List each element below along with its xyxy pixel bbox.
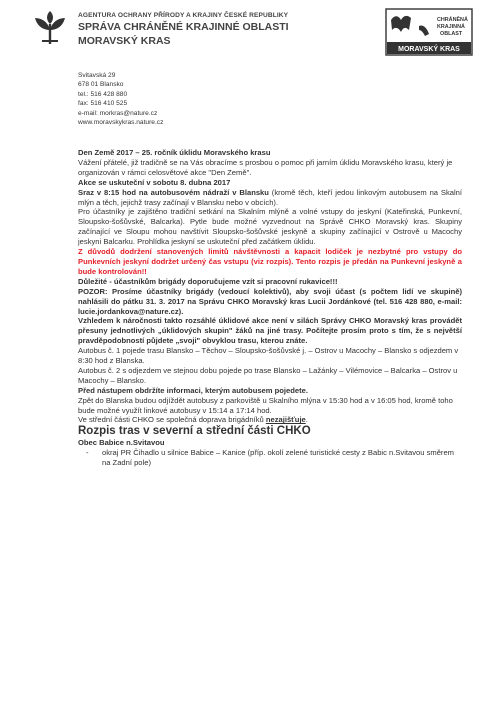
svg-text:OBLAST: OBLAST [440, 31, 463, 37]
email[interactable]: e-mail: morkras@nature.cz [78, 109, 158, 117]
letterhead [78, 12, 338, 47]
letter-title: Den Země 2017 – 25. ročník úklidu Moravského krasu [78, 148, 271, 157]
transport-notice: Ve střední části CHKO se společná doprava brigádníků nezajišťuje. [78, 415, 308, 425]
intro-paragraph: Vážení přátelé, již tradičně se na Vás obracíme s prosbou o pomoc při jarním úklidu Moravského krasu, který je organizován v rámci celosvětové akce "Den Země". [78, 157, 453, 177]
organization-name-line1: SPRÁVA CHRÁNĚNÉ KRAJINNÉ OBLASTI [78, 21, 289, 33]
svg-text:CHRÁNĚNÁ: CHRÁNĚNÁ [437, 17, 468, 23]
groups-notice: Vzhledem k náročnosti takto rozsáhlé úklidové akce není v silách Správy CHKO Moravský kras provádět přesuny jednotlivých „úklidových skupin" žáků na jiné trasy. Počítejte prosím proto s tím, že s největší pravděpodobností půjdete „svoji" obvyklou trasu, kterou znáte. [78, 316, 462, 346]
return-info: Zpět do Blanska budou odjíždět autobusy z parkoviště u Skalního mlýna v 15:30 hod a v 16:05 hod, kromě toho bude možné využít linkové autobusy v 15:14 a 17:14 hod. [78, 395, 453, 415]
registration-notice: POZOR: Prosíme účastníky brigády (vedoucí kolektivů), aby svoji účast (s počtem lidí ve skupině) nahlásili do pátku 31. 3. 2017 na Správu CHKO Moravský kras Lucii Jordánkové (tel. 516 428 880, e-mail: lucie.jordankova@nature.cz). [78, 286, 462, 316]
contact-block [78, 71, 163, 127]
svg-text:MORAVSKÝ KRAS: MORAVSKÝ KRAS [398, 46, 460, 53]
list-item-text: okraj PR Čihadlo u silnice Babice – Kanice (příp. okolí zelené turistické cesty z Babic n.Svitavou směrem na Zadní pole) [102, 448, 455, 468]
letter-body [78, 148, 462, 468]
meeting-point-paragraph: Sraz v 8:15 hod na autobusovém nádraží v Blansku (kromě těch, kteří jedou linkovým autobusem na Skalní mlýn a těch, jejichž trasy začínají v Blansku nebo v obcích). [78, 187, 462, 207]
agency-name: AGENTURA OCHRANY PŘÍRODY A KRAJINY ČESKÉ REPUBLIKY [78, 12, 289, 19]
event-date: Akce se uskuteční v sobotu 8. dubna 2017 [78, 177, 231, 187]
section-heading: Rozpis tras v severní a střední části CHKO [78, 425, 311, 438]
agency-emblem-icon [33, 10, 67, 46]
caves-paragraph: Pro účastníky je zajištěno tradiční setkání na Skalním mlýně a volné vstupy do jeskyní (Kateřinská, Punkevní, Sloupsko-šošůvské, Balcarka). Pytle bude možné vyzvednout na Správě CHKO Moravský kras. Skupiny začínající ve Sloupu mohou navštívit Sloupsko-šošůvské jeskyně a skupiny začínající v Ostrově u Macochy jeskyni Balcarku. Prohlídka jeskyní se uskuteční před začátkem úklidu. [78, 207, 462, 247]
gloves-notice: Důležité - účastníkům brigády doporučujeme vzít si pracovní rukavice!!! [78, 276, 338, 286]
svg-text:KRAJINNÁ: KRAJINNÁ [437, 24, 465, 30]
list-bullet: - [86, 448, 89, 458]
phone: tel.: 516 428 880 [78, 90, 128, 98]
list-item [86, 448, 462, 468]
chko-moravsky-kras-logo [385, 8, 473, 56]
bus-2-route: Autobus č. 2 s odjezdem ve stejnou dobu pojede po trase Blansko – Lažánky – Vilémovice – Balcarka – Ostrov u Macochy – Blansko. [78, 365, 458, 385]
website-link[interactable]: www.moravskykras.nature.cz [78, 119, 164, 127]
address-street: Svitavská 29 [78, 72, 116, 79]
boarding-info: Před nástupem obdržíte informaci, kterým autobusem pojedete. [78, 385, 308, 395]
village-heading: Obec Babice n.Svitavou [78, 438, 165, 448]
address-city: 678 01 Blansko [78, 81, 124, 89]
fax: fax: 516 410 525 [78, 100, 128, 108]
capacity-warning: Z důvodů dodržení stanovených limitů návštěvnosti a kapacit lodiček je nezbytné pro vstupy do Punkevních jeskyní dodržet určený čas vstupu (viz rozpis). Tento rozpis je předán na Punkevní jeskyně a bude kontrolován!! [78, 247, 462, 276]
bus-1-route: Autobus č. 1 pojede trasu Blansko – Těchov – Sloupsko-šošůvské j. – Ostrov u Macochy – Blansko s odjezdem v 8:30 hod z Blanska. [78, 346, 459, 366]
organization-name-line2: MORAVSKÝ KRAS [78, 35, 171, 47]
